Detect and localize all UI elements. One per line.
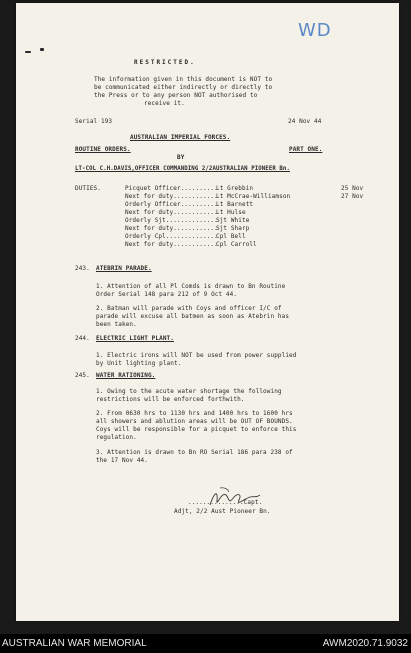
duty-role: Orderly Officer.......... — [125, 201, 218, 208]
section-title: ATEBRIN PARADE. — [96, 265, 152, 272]
paragraph-line: Order Serial 148 para 212 of 9 Oct 44. — [96, 291, 238, 298]
force-heading: AUSTRALIAN IMPERIAL FORCES. — [130, 134, 231, 141]
paragraph-line: all showers and ablution areas will be OUT OF BOUNDS. — [96, 418, 293, 425]
duty-role: Next for duty............ — [125, 241, 218, 248]
paragraph-line: been taken. — [96, 321, 137, 328]
duty-name: Cpl Carroll — [216, 241, 257, 248]
duty-role: Next for duty............ — [125, 193, 218, 200]
serial-number: Serial 193 — [75, 118, 113, 125]
duty-name: Lt Grebbin — [216, 185, 254, 192]
paragraph-line: parade will excuse all batmen as soon as Atebrin has — [96, 313, 290, 320]
notice-line: receive it. — [144, 100, 185, 107]
paragraph-line: 1. Electric irons will NOT be used from power supplied — [96, 352, 297, 359]
duty-name: Lt Barnett — [216, 201, 254, 208]
duty-name: Sjt Sharp — [216, 225, 250, 232]
punch-hole-mark — [25, 51, 31, 53]
notice-line: the Press or to any person NOT authorised to — [94, 92, 258, 99]
duty-date: 27 Nov — [341, 193, 364, 200]
archive-reference: AWM2020.71.9032 — [322, 638, 408, 649]
duty-role: Orderly Sjt.............. — [125, 217, 218, 224]
by-label: BY — [177, 154, 185, 161]
commander-line: LT-COL C.H.DAVIS,OFFICER COMMANDING 2/2AUSTRALIAN PIONEER Bn. — [75, 166, 290, 172]
notice-line: The information given in this document is NOT to — [94, 76, 273, 83]
wd-stamp: WD — [298, 20, 332, 41]
notice-line: be communicated either indirectly or directly to — [94, 84, 273, 91]
duty-role: Next for duty............ — [125, 209, 218, 216]
section-number: 244. — [75, 335, 90, 342]
duties-label: DUTIES. — [75, 185, 101, 192]
duty-date: 25 Nov — [341, 185, 364, 192]
duty-role: Orderly Cpl.............. — [125, 233, 218, 240]
duty-name: Lt Hulse — [216, 209, 246, 216]
paragraph-line: Coys will be responsible for a picquet to enforce this — [96, 426, 297, 433]
part-heading: PART ONE. — [289, 146, 323, 153]
duty-name: Sjt White — [216, 217, 250, 224]
archive-name: AUSTRALIAN WAR MEMORIAL — [2, 638, 147, 649]
signature-line: ...............Capt. — [188, 499, 263, 506]
paragraph-line: by Unit lighting plant. — [96, 360, 182, 367]
routine-orders-heading: ROUTINE ORDERS. — [75, 146, 131, 153]
paragraph-line: 2. From 0630 hrs to 1130 hrs and 1400 hrs to 1600 hrs — [96, 410, 293, 417]
section-number: 245. — [75, 372, 90, 379]
paragraph-line: 2. Batman will parade with Coys and officer I/C of — [96, 305, 282, 312]
punch-hole-mark — [40, 48, 44, 51]
paragraph-line: restrictions will be enforced forthwith. — [96, 396, 245, 403]
paragraph-line: the 17 Nov 44. — [96, 457, 148, 464]
section-title: ELECTRIC LIGHT PLANT. — [96, 335, 174, 342]
paragraph-line: 1. Attention of all Pl Comds is drawn to Bn Routine — [96, 283, 286, 290]
section-number: 243. — [75, 265, 90, 272]
section-title: WATER RATIONING. — [96, 372, 156, 379]
signature-title: Adjt, 2/2 Aust Pioneer Bn. — [174, 508, 271, 515]
document-page — [16, 3, 399, 621]
duty-role: Picquet Officer.......... — [125, 185, 218, 192]
paragraph-line: 3. Attention is drawn to Bn RO Serial 186 para 238 of — [96, 449, 293, 456]
duty-role: Next for duty............ — [125, 225, 218, 232]
archive-footer — [0, 634, 411, 653]
duty-name: Cpl Bell — [216, 233, 246, 240]
paragraph-line: 1. Owing to the acute water shortage the following — [96, 388, 282, 395]
paragraph-line: regulation. — [96, 434, 137, 441]
restricted-heading: RESTRICTED. — [134, 59, 196, 66]
order-date: 24 Nov 44 — [288, 118, 322, 125]
duty-name: Lt McCrae-Williamson — [216, 193, 291, 200]
